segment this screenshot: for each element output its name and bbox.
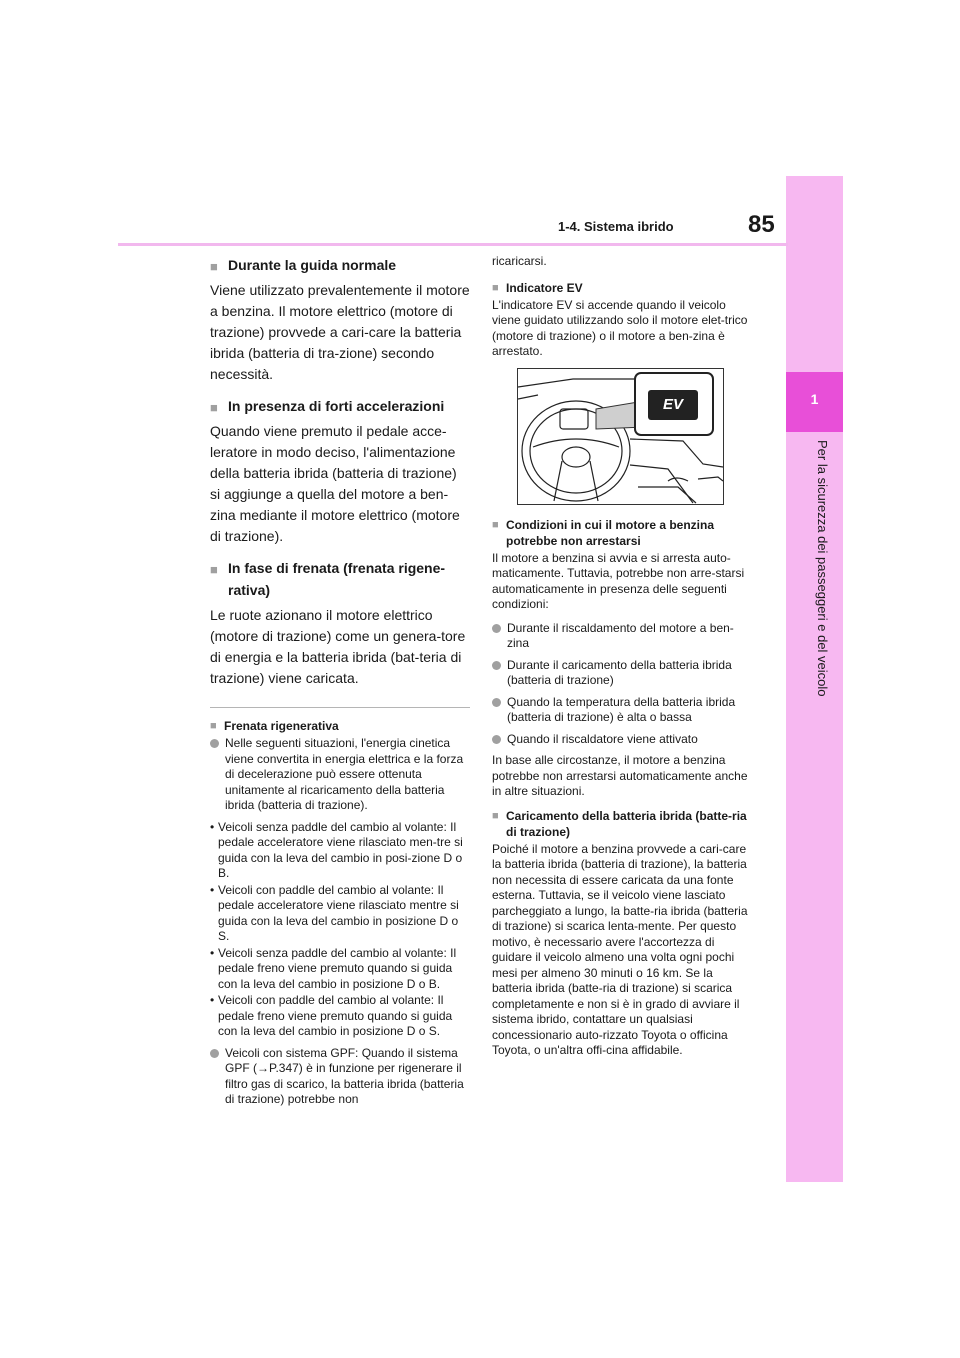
square-bullet-icon: ■: [492, 518, 499, 531]
paragraph: L'indicatore EV si accende quando il veicolo viene guidato utilizzando solo il motore elet-trico (motore di trazione) o il motore a ben-zina è arrestato.: [492, 297, 748, 358]
circle-bullet-icon: [210, 1049, 219, 1058]
square-bullet-icon: ■: [210, 720, 217, 732]
square-bullet-icon: ■: [492, 281, 499, 294]
paragraph: Poiché il motore a benzina provvede a cari-care la batteria ibrida (batteria di trazione), la batteria non necessita di essere caricata da una fonte esterna. Tuttavia, se il veicolo viene lasciato parcheggiato a lungo, la batte-ria ibrida (batteria di trazione) si scarica lenta-mente. Per questo motivo, è necessario avere l'accortezza di guidare il veicolo almeno una volta ogni pochi mesi per almeno 30 minuti o 16 km. Se la batteria ibrida (batte-ria di trazione) si scarica completamente e non si è in grado di avviare il sistema ibrido, contattare un qualsiasi concessionario auto-rizzato Toyota o officina Toyota, o un'altra offi-cina affidabile.: [492, 841, 748, 1057]
list-item: Nelle seguenti situazioni, l'energia cinetica viene convertita in energia elettrica e la forza di decelerazione può essere ottenuta unitamente al ricaricamento della batteria ibrida (batteria di trazione).: [210, 736, 470, 814]
chapter-number: 1: [810, 391, 819, 407]
ev-indicator-icon: EV: [648, 390, 698, 420]
paragraph-continued: ricaricarsi.: [492, 254, 547, 268]
list-item: Durante il caricamento della batteria ibrida (batteria di trazione): [492, 658, 754, 689]
circle-bullet-icon: [492, 624, 501, 633]
section-divider: [210, 707, 470, 708]
paragraph: Quando viene premuto il pedale acce-leratore in modo deciso, l'alimentazione della batteria ibrida (batteria di trazione) si aggiunge a quella del motore a ben-zina mediante il motore elettrico (motore di trazione).: [210, 423, 460, 544]
circle-bullet-icon: [210, 739, 219, 748]
paragraph: In base alle circostanze, il motore a benzina potrebbe non arrestarsi automaticamente anche in altre situazioni.: [492, 753, 748, 798]
list-item: Quando la temperatura della batteria ibrida (batteria di trazione) è alta o bassa: [492, 695, 754, 726]
circle-bullet-icon: [492, 661, 501, 670]
left-column: [210, 254, 470, 1114]
header-divider: [118, 243, 788, 246]
heading-engine-not-stopping: ■ Condizioni in cui il motore a benzina potrebbe non arrestarsi: [492, 517, 715, 548]
heading-regenerative-braking: ■ In fase di frenata (frenata rigene-rativa): [210, 560, 446, 598]
square-bullet-icon: ■: [492, 809, 499, 822]
heading-battery-charging: ■ Caricamento della batteria ibrida (batte-ria di trazione): [492, 808, 747, 839]
sub-list-item: • Veicoli con paddle del cambio al volante: Il pedale acceleratore viene rilasciato mentre si guida con la leva del cambio in posizione D o S.: [210, 883, 470, 945]
square-bullet-icon: ■: [210, 400, 218, 415]
paragraph: Viene utilizzato prevalentemente il motore a benzina. Il motore elettrico (motore di trazione) provvede a cari-care la batteria ibrida (batteria di tra-zione) secondo necessità.: [210, 282, 470, 382]
circle-bullet-icon: [492, 735, 501, 744]
page-number: 85: [748, 211, 775, 238]
heading-strong-acceleration: ■ In presenza di forti accelerazioni: [210, 395, 470, 417]
sub-list-item: • Veicoli con paddle del cambio al volante: Il pedale freno viene premuto quando si guida con la leva del cambio in posizione D o S.: [210, 993, 470, 1040]
list-item: Durante il riscaldamento del motore a ben-zina: [492, 621, 754, 652]
heading-regen-note: ■ Frenata rigenerativa: [210, 719, 339, 733]
paragraph: Il motore a benzina si avvia e si arresta auto-maticamente. Tuttavia, potrebbe non arre-starsi automaticamente in presenza delle seguenti condizioni:: [492, 550, 745, 611]
heading-normal-driving: ■ Durante la guida normale: [210, 254, 470, 276]
chapter-title: Per la sicurezza dei passeggeri e del veicolo: [815, 440, 830, 697]
paragraph: Le ruote azionano il motore elettrico (motore di trazione) come un genera-tore di energia e la batteria ibrida (bat-teria di trazione) viene caricata.: [210, 607, 466, 686]
list-item: Quando il riscaldatore viene attivato: [492, 732, 754, 748]
section-title: 1-4. Sistema ibrido: [558, 219, 674, 234]
circle-bullet-icon: [492, 698, 501, 707]
heading-ev-indicator: ■ Indicatore EV: [492, 280, 583, 295]
square-bullet-icon: ■: [210, 259, 218, 274]
sub-list-item: • Veicoli senza paddle del cambio al volante: Il pedale acceleratore viene rilasciato men-tre si guida con la leva del cambio in posi-zione D o B.: [210, 820, 470, 882]
ev-indicator-callout: [634, 372, 714, 436]
list-item: Veicoli con sistema GPF: Quando il sistema GPF (→P.347) è in funzione per rigenerare il filtro gas di scarico, la batteria ibrida (batteria di trazione) potrebbe non: [210, 1046, 470, 1108]
right-column: [492, 254, 754, 1067]
dashboard-illustration: [517, 368, 724, 505]
sub-list-item: • Veicoli senza paddle del cambio al volante: Il pedale freno viene premuto quando si guida con la leva del cambio in posizione D o B.: [210, 946, 470, 993]
square-bullet-icon: ■: [210, 562, 218, 577]
